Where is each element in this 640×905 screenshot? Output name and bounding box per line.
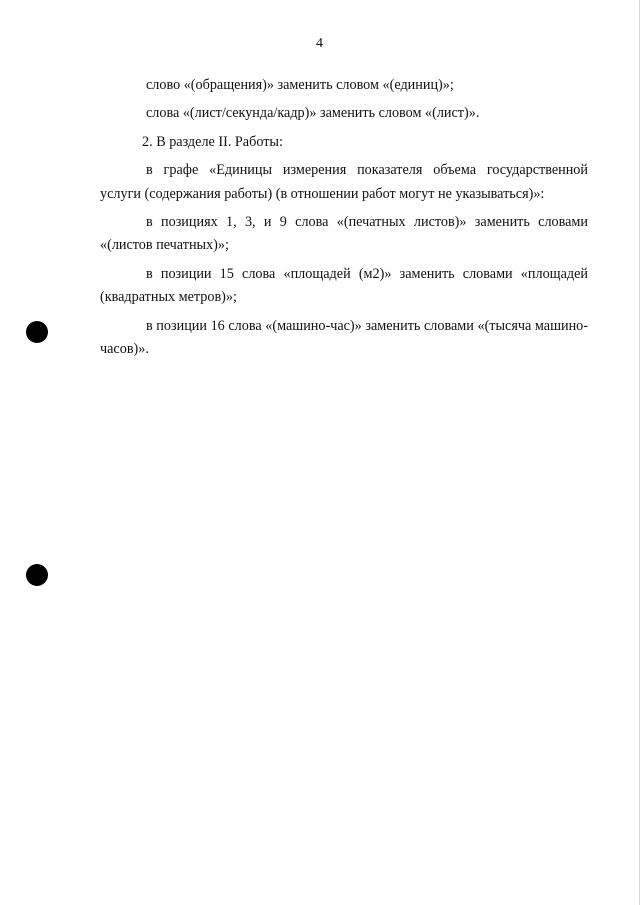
document-body: [100, 74, 588, 366]
paragraph-5: в позиции 15 слова «площадей (м2)» заменить словами «площадей (квадратных метров)»;: [100, 265, 588, 306]
page-number: 4: [316, 36, 323, 51]
punch-hole-bottom: [26, 564, 48, 586]
paragraph-2: слова «(лист/секунда/кадр)» заменить словом «(лист)».: [146, 105, 480, 122]
punch-hole-top: [26, 321, 48, 343]
paragraph-6: в позиции 16 слова «(машино-час)» заменить словами «(тысяча машино-часов)».: [100, 317, 588, 358]
section-heading: 2. В разделе II. Работы:: [142, 133, 283, 150]
paragraph-1: слово «(обращения)» заменить словом «(единиц)»;: [146, 77, 454, 93]
paragraph-3: в графе «Единицы измерения показателя объема государственной услуги (содержания работы) (в отношении работ могут не указываться)»:: [100, 162, 588, 202]
paragraph-4: в позициях 1, 3, и 9 слова «(печатных листов)» заменить словами «(листов печатных)»;: [100, 214, 588, 254]
